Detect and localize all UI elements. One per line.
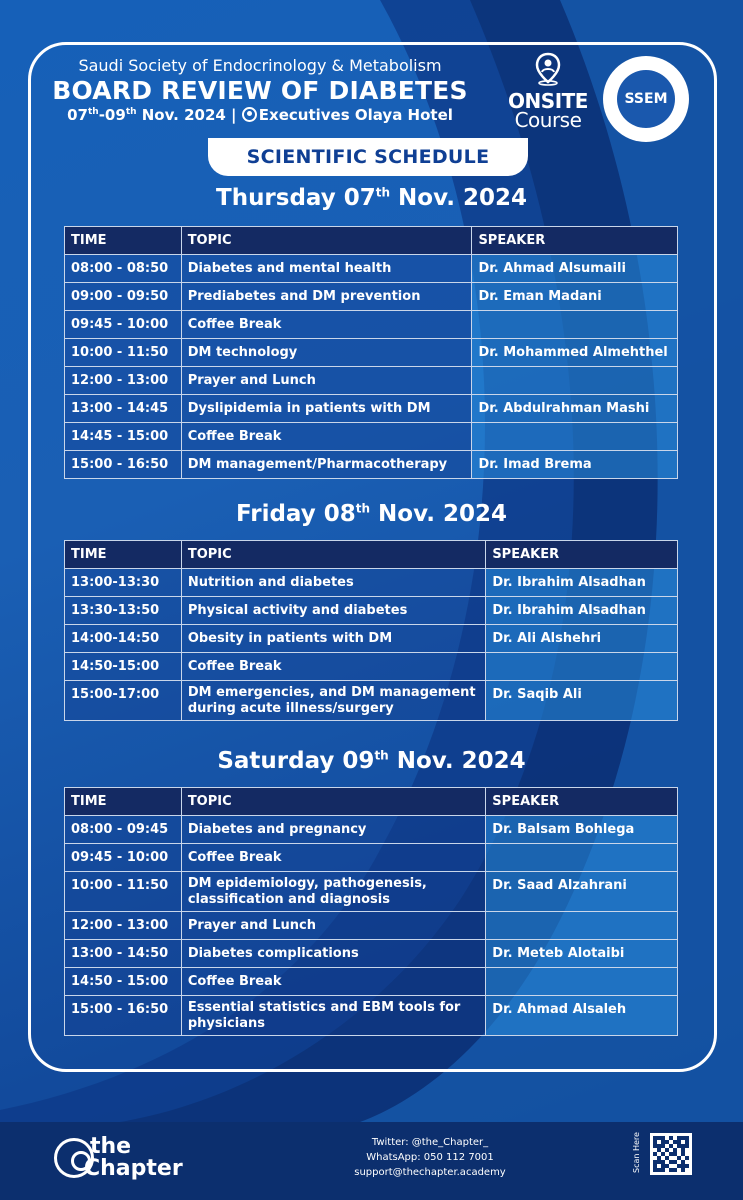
- session-speaker: Dr. Mohammed Almehthel: [472, 339, 678, 367]
- onsite-location-icon: [534, 52, 562, 86]
- session-speaker: Dr. Saqib Ali: [486, 681, 678, 721]
- day-1-month: Nov. 2024: [390, 185, 527, 211]
- session-speaker: [486, 912, 678, 940]
- day-3-name: Saturday 09: [217, 748, 375, 774]
- day-2-schedule-table: [64, 540, 678, 721]
- table-row: [65, 569, 678, 597]
- table-row: [65, 367, 678, 395]
- day-1-suffix: th: [375, 185, 391, 200]
- session-time: 13:30-13:50: [65, 597, 182, 625]
- the-chapter-logo[interactable]: [54, 1134, 214, 1190]
- session-time: 09:00 - 09:50: [65, 283, 182, 311]
- day-1-title: [0, 185, 743, 211]
- event-header: [50, 56, 470, 124]
- session-topic: DM emergencies, and DM management during acute illness/surgery: [181, 681, 485, 721]
- session-time: 09:45 - 10:00: [65, 844, 182, 872]
- table-row: [65, 681, 678, 721]
- session-speaker: Dr. Ahmad Alsumaili: [472, 255, 678, 283]
- scan-here-label: Scan Here: [632, 1132, 641, 1174]
- session-speaker: [486, 968, 678, 996]
- table-row: [65, 255, 678, 283]
- session-time: 14:45 - 15:00: [65, 423, 182, 451]
- session-time: 13:00 - 14:50: [65, 940, 182, 968]
- session-topic: DM epidemiology, pathogenesis, classification and diagnosis: [181, 872, 485, 912]
- table-row: [65, 395, 678, 423]
- table-row: [65, 816, 678, 844]
- table-row: [65, 872, 678, 912]
- topic-header: TOPIC: [181, 227, 472, 255]
- location-pin-icon: [242, 107, 257, 122]
- support-email[interactable]: support@thechapter.academy: [354, 1167, 506, 1178]
- day-3-month: Nov. 2024: [388, 748, 526, 774]
- session-speaker: [486, 653, 678, 681]
- onsite-course-badge: [508, 52, 588, 132]
- table-row: [65, 283, 678, 311]
- event-date-venue: [50, 106, 470, 124]
- session-topic: Coffee Break: [181, 311, 472, 339]
- day-3-suffix: th: [374, 748, 389, 763]
- time-header: TIME: [65, 541, 182, 569]
- session-speaker: [486, 844, 678, 872]
- session-time: 10:00 - 11:50: [65, 339, 182, 367]
- session-topic: Nutrition and diabetes: [181, 569, 485, 597]
- event-title: BOARD REVIEW OF DIABETES: [52, 76, 468, 105]
- onsite-label: ONSITE: [508, 89, 588, 113]
- session-time: 15:00-17:00: [65, 681, 182, 721]
- session-speaker: Dr. Ibrahim Alsadhan: [486, 569, 678, 597]
- session-time: 10:00 - 11:50: [65, 872, 182, 912]
- day-3-title: [0, 748, 743, 774]
- qr-code-pattern: [653, 1136, 689, 1172]
- day-2-name: Friday 08: [236, 501, 356, 527]
- day-1-name: Thursday 07: [216, 185, 376, 211]
- session-time: 14:50 - 15:00: [65, 968, 182, 996]
- session-topic: Diabetes complications: [181, 940, 485, 968]
- table-row: [65, 423, 678, 451]
- course-label: Course: [514, 108, 582, 132]
- session-speaker: [472, 311, 678, 339]
- session-time: 13:00 - 14:45: [65, 395, 182, 423]
- ssem-logo-text: SSEM: [617, 70, 675, 128]
- table-row: [65, 311, 678, 339]
- session-speaker: [472, 367, 678, 395]
- session-time: 09:45 - 10:00: [65, 311, 182, 339]
- twitter-handle[interactable]: Twitter: @the_Chapter_: [371, 1137, 489, 1148]
- the-chapter-wordmark: [84, 1136, 183, 1180]
- date-month-year: Nov. 2024 |: [136, 106, 237, 124]
- session-speaker: Dr. Eman Madani: [472, 283, 678, 311]
- speaker-header: SPEAKER: [472, 227, 678, 255]
- topic-header: TOPIC: [181, 541, 485, 569]
- qr-code[interactable]: [650, 1133, 692, 1175]
- speaker-header: SPEAKER: [486, 788, 678, 816]
- table-row: [65, 597, 678, 625]
- session-topic: Diabetes and mental health: [181, 255, 472, 283]
- session-time: 12:00 - 13:00: [65, 912, 182, 940]
- session-time: 12:00 - 13:00: [65, 367, 182, 395]
- table-header-row: [65, 227, 678, 255]
- session-topic: Prediabetes and DM prevention: [181, 283, 472, 311]
- day-1-schedule-table: [64, 226, 678, 479]
- session-speaker: Dr. Abdulrahman Mashi: [472, 395, 678, 423]
- ssem-logo: [603, 56, 689, 142]
- session-topic: DM management/Pharmacotherapy: [181, 451, 472, 479]
- session-speaker: Dr. Ibrahim Alsadhan: [486, 597, 678, 625]
- society-name: Saudi Society of Endocrinology & Metabolism: [78, 56, 442, 75]
- session-speaker: [472, 423, 678, 451]
- table-row: [65, 912, 678, 940]
- session-time: 14:50-15:00: [65, 653, 182, 681]
- date-end-suffix: th: [125, 107, 137, 117]
- table-row: [65, 996, 678, 1036]
- session-topic: Dyslipidemia in patients with DM: [181, 395, 472, 423]
- session-speaker: Dr. Saad Alzahrani: [486, 872, 678, 912]
- table-row: [65, 844, 678, 872]
- date-start-suffix: th: [87, 107, 99, 117]
- whatsapp-number[interactable]: WhatsApp: 050 112 7001: [366, 1152, 494, 1163]
- day-2-month: Nov. 2024: [370, 501, 507, 527]
- day-3-schedule-table: [64, 787, 678, 1036]
- day-2-suffix: th: [355, 501, 371, 516]
- contact-info: [320, 1135, 540, 1180]
- session-topic: Prayer and Lunch: [181, 367, 472, 395]
- topic-header: TOPIC: [181, 788, 485, 816]
- session-topic: Essential statistics and EBM tools for physicians: [181, 996, 485, 1036]
- table-header-row: [65, 541, 678, 569]
- table-row: [65, 339, 678, 367]
- date-start: 07: [67, 106, 88, 124]
- session-time: 14:00-14:50: [65, 625, 182, 653]
- brand-line-1: the: [90, 1134, 132, 1159]
- session-time: 15:00 - 16:50: [65, 451, 182, 479]
- session-topic: Coffee Break: [181, 968, 485, 996]
- session-speaker: Dr. Balsam Bohlega: [486, 816, 678, 844]
- session-topic: Coffee Break: [181, 423, 472, 451]
- table-header-row: [65, 788, 678, 816]
- table-row: [65, 940, 678, 968]
- session-topic: Physical activity and diabetes: [181, 597, 485, 625]
- session-speaker: Dr. Imad Brema: [472, 451, 678, 479]
- date-end: -09: [98, 106, 126, 124]
- session-time: 13:00-13:30: [65, 569, 182, 597]
- session-time: 08:00 - 08:50: [65, 255, 182, 283]
- day-2-title: [0, 501, 743, 527]
- session-topic: Coffee Break: [181, 844, 485, 872]
- session-time: 08:00 - 09:45: [65, 816, 182, 844]
- session-speaker: Dr. Ahmad Alsaleh: [486, 996, 678, 1036]
- table-row: [65, 653, 678, 681]
- table-row: [65, 625, 678, 653]
- session-topic: DM technology: [181, 339, 472, 367]
- table-row: [65, 968, 678, 996]
- scientific-schedule-label: SCIENTIFIC SCHEDULE: [208, 138, 528, 176]
- session-topic: Prayer and Lunch: [181, 912, 485, 940]
- time-header: TIME: [65, 227, 182, 255]
- session-speaker: Dr. Meteb Alotaibi: [486, 940, 678, 968]
- session-topic: Coffee Break: [181, 653, 485, 681]
- time-header: TIME: [65, 788, 182, 816]
- brand-line-2: Chapter: [84, 1156, 183, 1181]
- speaker-header: SPEAKER: [486, 541, 678, 569]
- session-topic: Diabetes and pregnancy: [181, 816, 485, 844]
- session-time: 15:00 - 16:50: [65, 996, 182, 1036]
- table-row: [65, 451, 678, 479]
- session-speaker: Dr. Ali Alshehri: [486, 625, 678, 653]
- venue-name: Executives Olaya Hotel: [258, 106, 453, 124]
- session-topic: Obesity in patients with DM: [181, 625, 485, 653]
